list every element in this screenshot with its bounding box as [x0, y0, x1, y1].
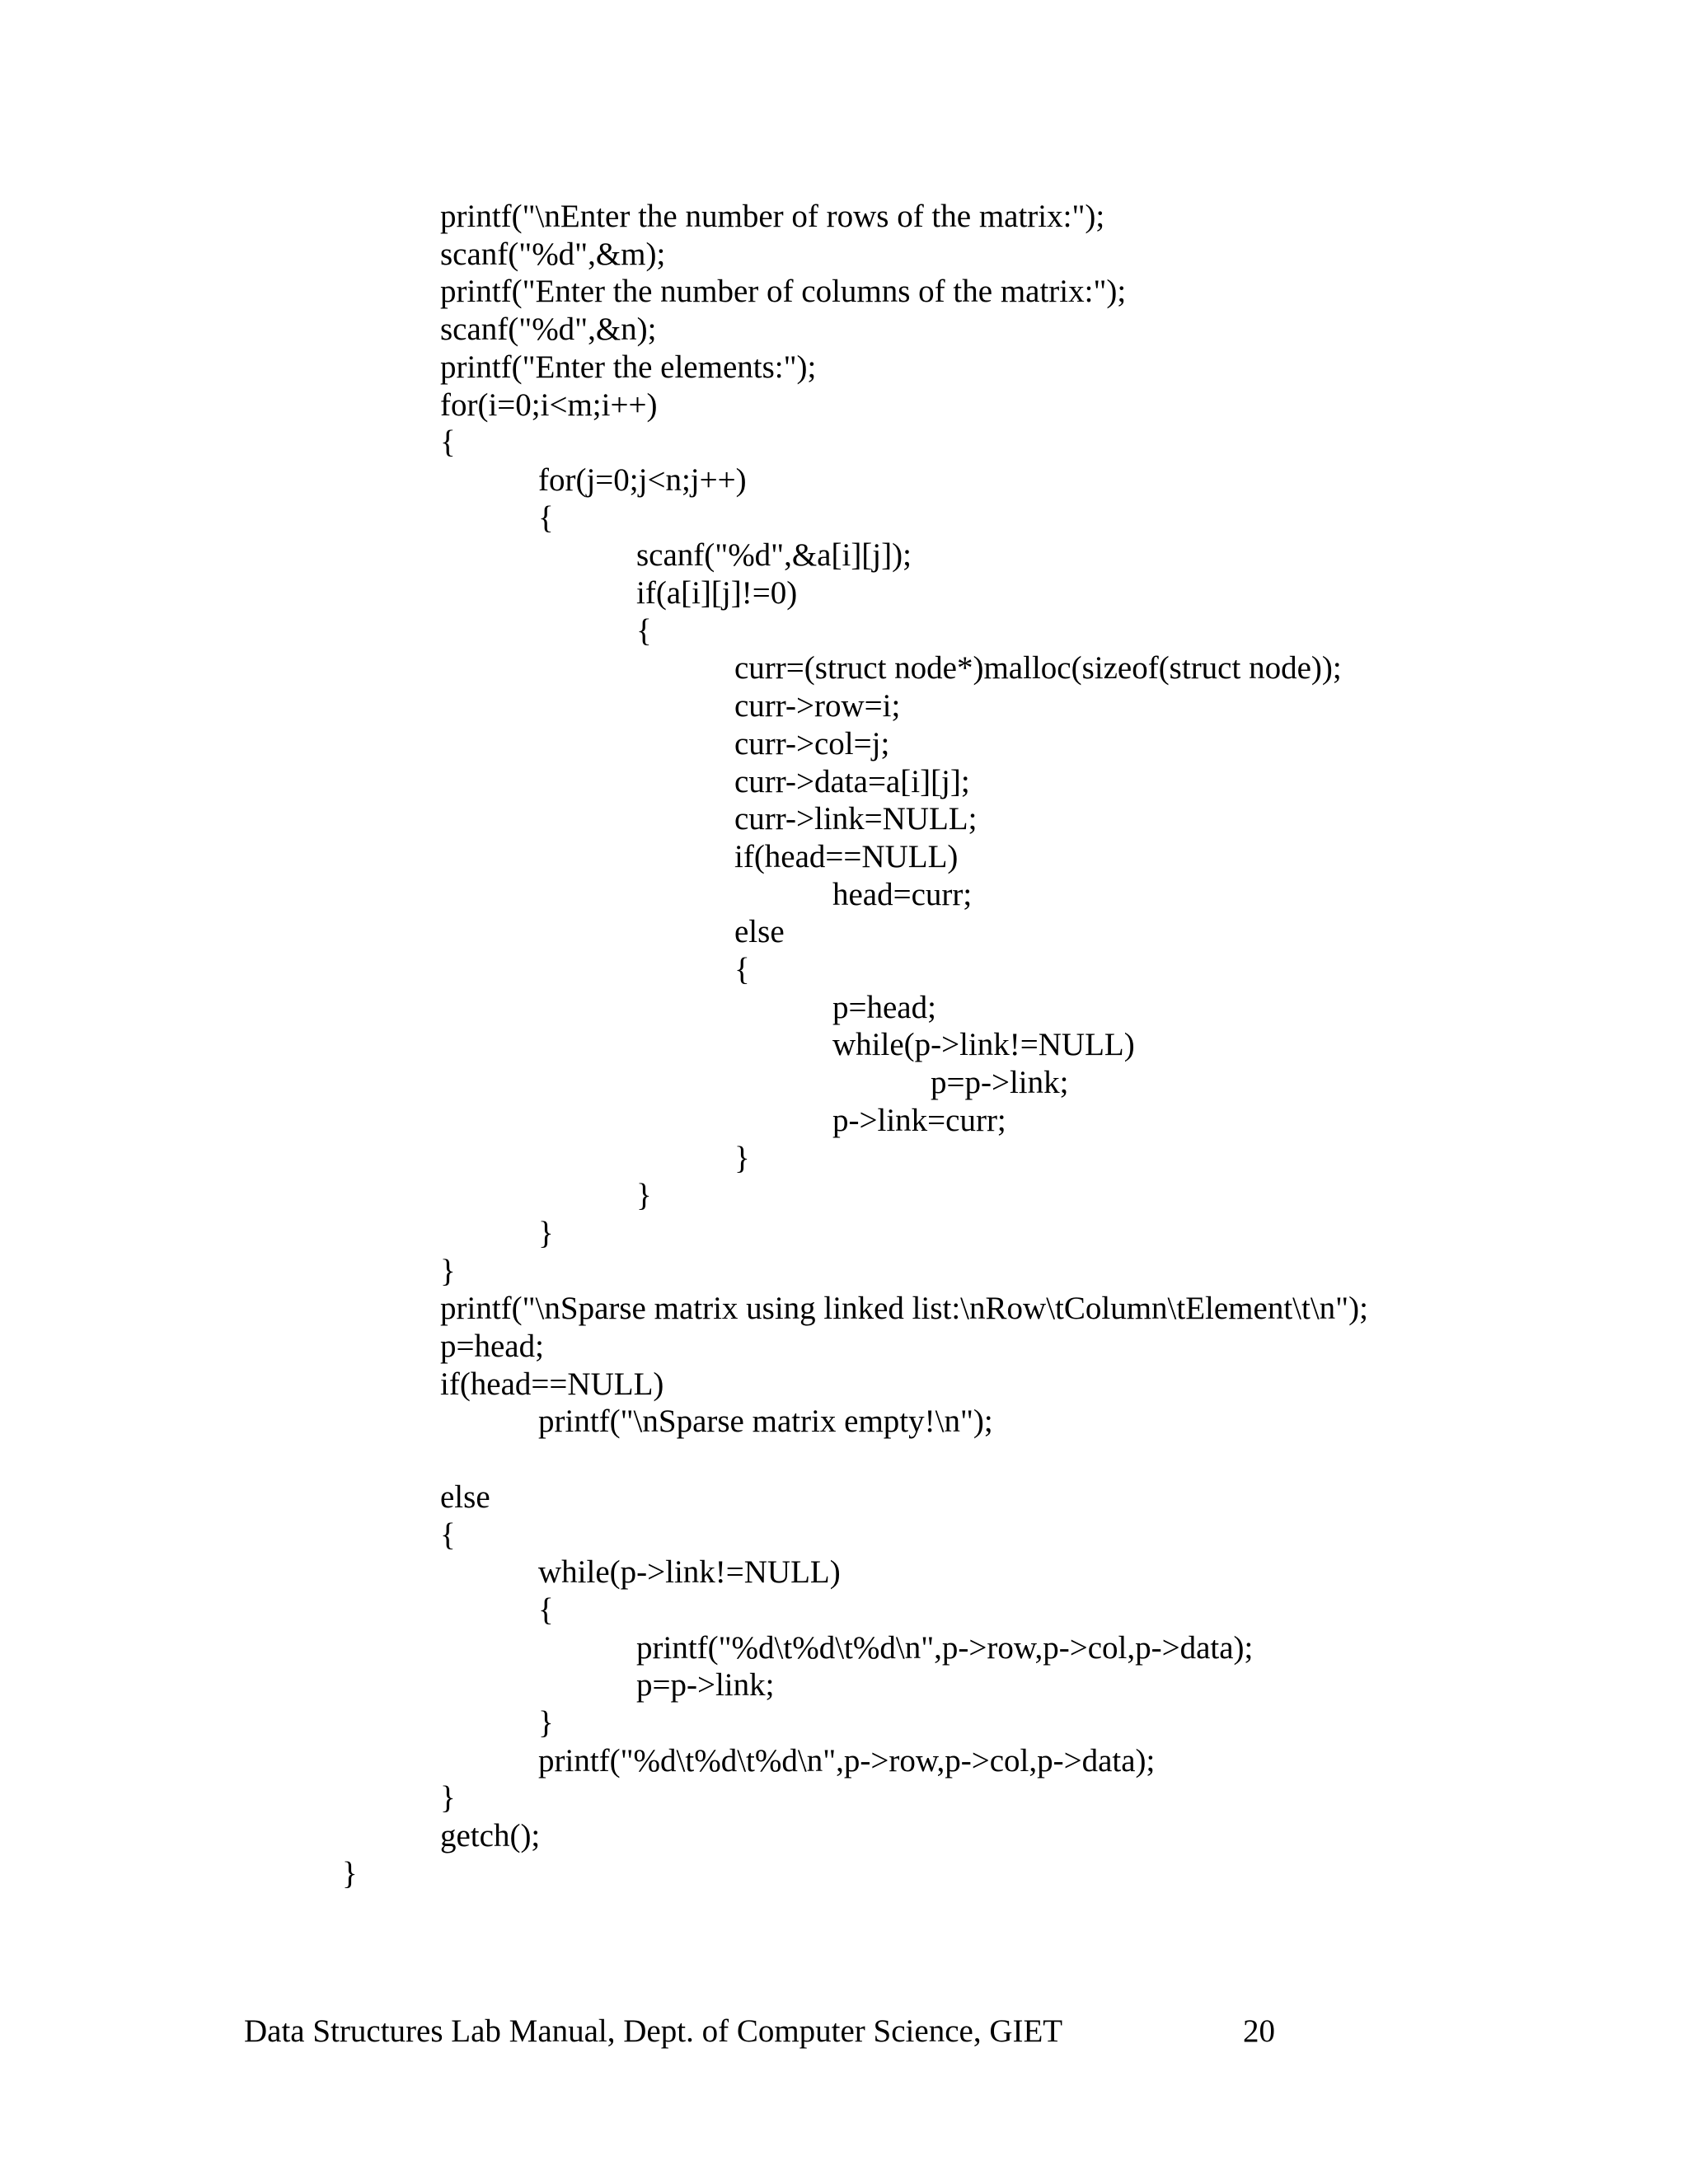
code-line: } [538, 1705, 554, 1741]
code-line: if(head==NULL) [734, 838, 959, 874]
code-line: p=p->link; [931, 1065, 1069, 1101]
code-line: printf("Enter the number of columns of the matrix:"); [440, 274, 1127, 310]
code-line: p=p->link; [636, 1667, 775, 1704]
code-line: while(p->link!=NULL) [538, 1554, 841, 1591]
code-line: p=head; [440, 1329, 544, 1364]
code-line: } [342, 1855, 358, 1891]
code-line: printf("\nEnter the number of rows of the matrix:"); [440, 199, 1105, 234]
code-line: curr->data=a[i][j]; [734, 763, 970, 799]
code-line: p->link=curr; [832, 1102, 1006, 1138]
code-line: for(i=0;i<m;i++) [440, 387, 658, 423]
code-line: } [734, 1140, 750, 1176]
code-line: { [440, 424, 456, 461]
code-line: if(head==NULL) [440, 1366, 664, 1402]
code-line: { [734, 952, 750, 987]
code-line: if(a[i][j]!=0) [636, 575, 798, 611]
code-line: { [538, 499, 554, 536]
code-line: printf("Enter the elements:"); [440, 349, 817, 385]
code-line: printf("\nSparse matrix using linked list:\nRow\tColumn\tElement\t\n"); [440, 1291, 1368, 1327]
code-line: while(p->link!=NULL) [832, 1027, 1135, 1063]
page-number: 20 [1243, 2013, 1275, 2049]
code-line: scanf("%d",&m); [440, 236, 666, 272]
code-line: printf("%d\t%d\t%d\n",p->row,p->col,p->data); [636, 1629, 1254, 1666]
code-line: printf("\nSparse matrix empty!\n"); [538, 1404, 993, 1440]
code-line: } [636, 1178, 652, 1214]
code-line: getch(); [440, 1818, 541, 1854]
code-line: for(j=0;j<n;j++) [538, 462, 747, 498]
code-line: scanf("%d",&a[i][j]); [636, 537, 912, 574]
code-line: curr->row=i; [734, 688, 901, 724]
code-line: } [440, 1780, 456, 1816]
code-line: curr->link=NULL; [734, 801, 978, 837]
footer-text: Data Structures Lab Manual, Dept. of Computer Science, GIET [244, 2013, 1063, 2049]
code-line: p=head; [832, 989, 936, 1025]
code-line: { [440, 1516, 456, 1553]
code-line: { [636, 612, 652, 649]
code-line: curr=(struct node*)malloc(sizeof(struct node)); [734, 650, 1342, 687]
code-line: curr->col=j; [734, 725, 890, 762]
code-line: else [734, 914, 785, 950]
code-line: printf("%d\t%d\t%d\n",p->row,p->col,p->data); [538, 1742, 1156, 1779]
code-line: scanf("%d",&n); [440, 312, 657, 348]
code-line: } [538, 1215, 554, 1251]
code-line: else [440, 1479, 490, 1515]
code-line: head=curr; [832, 876, 973, 912]
code-line: { [538, 1591, 554, 1628]
code-line: } [440, 1253, 456, 1289]
